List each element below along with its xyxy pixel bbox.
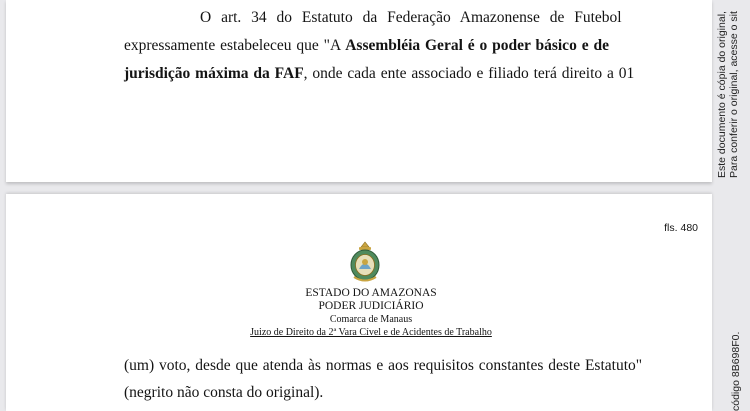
line2-bold: Assembléia Geral é o poder básico e de xyxy=(345,37,609,54)
coat-of-arms-icon xyxy=(348,241,382,285)
header-court: Juizo de Direito da 2ª Vara Cível e de Acidentes de Trabalho xyxy=(250,327,492,338)
side-note-line-1: Este documento é cópia do original, xyxy=(716,11,728,178)
header-state: ESTADO DO AMAZONAS xyxy=(305,287,437,299)
line3-bold: jurisdição máxima da FAF xyxy=(124,65,304,82)
document-page-bottom xyxy=(6,194,712,411)
header-branch: PODER JUDICIÁRIO xyxy=(318,300,424,312)
line3-end: , onde cada ente associado e filiado terá direito a 01 xyxy=(303,65,635,82)
page-number: fls. 480 xyxy=(664,222,698,234)
paragraph-line-5: (negrito não consta do original). xyxy=(124,384,324,401)
paragraph-line-2 xyxy=(124,37,609,55)
document-page-top xyxy=(6,0,712,182)
side-note-code: código 8B698F0. xyxy=(730,331,742,411)
paragraph-line-4: (um) voto, desde que atenda às normas e aos requisitos constantes deste Estatuto" xyxy=(124,357,643,374)
side-note-line-2: Para conferir o original, acesse o sit xyxy=(728,11,740,178)
line2-start: expressamente estabeleceu que "A xyxy=(124,37,346,54)
paragraph-line-3 xyxy=(124,65,634,83)
header-district: Comarca de Manaus xyxy=(329,314,413,325)
paragraph-line-1: O art. 34 do Estatuto da Federação Amazonense de Futebol xyxy=(200,9,622,26)
